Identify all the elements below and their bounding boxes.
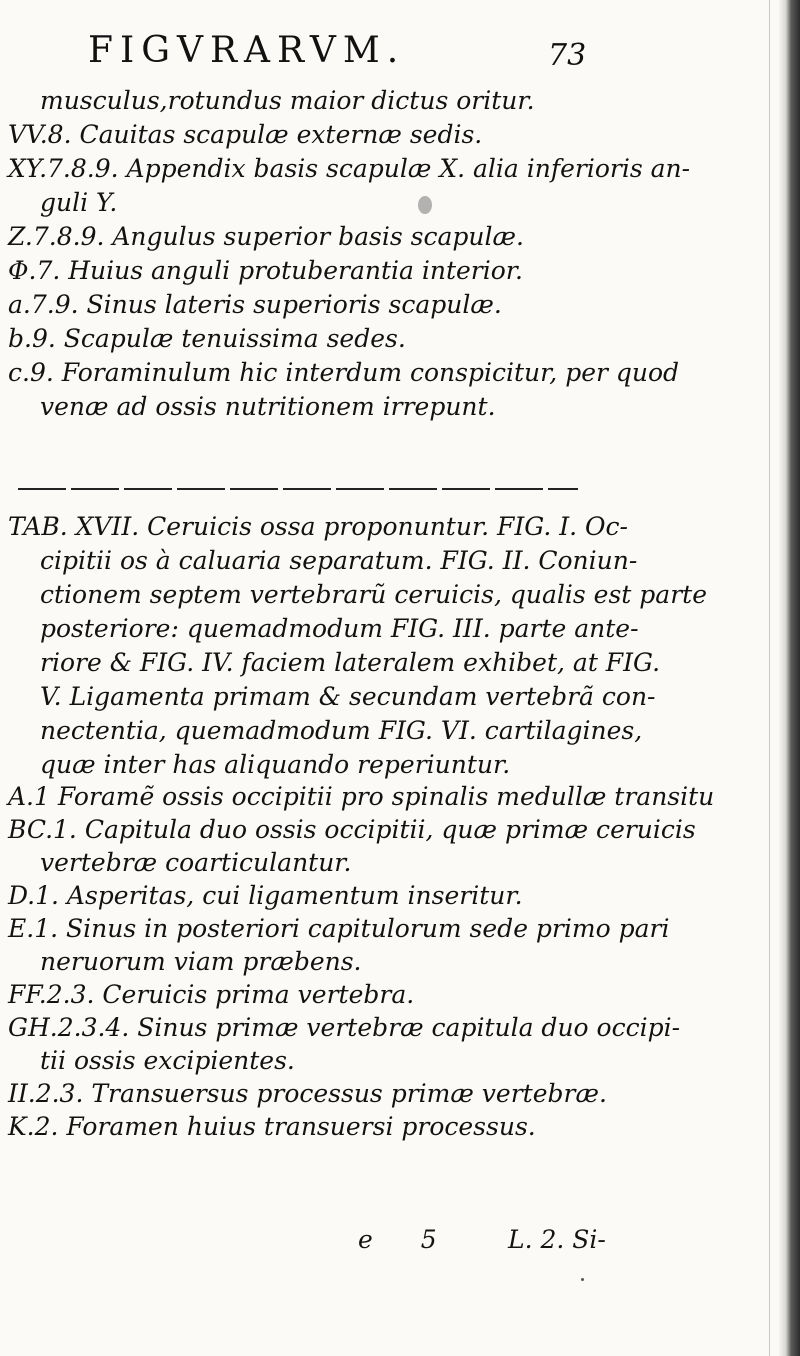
plate-description-line: ctionem septem vertebrarũ ceruicis, qualis est parte [40, 580, 707, 609]
legend-line: neruorum viam præbens. [40, 947, 362, 976]
plate-description-line: V. Ligamenta primam & secundam vertebrã con- [40, 682, 656, 711]
legend-line: VV.8. Cauitas scapulæ externæ sedis. [8, 120, 483, 149]
running-head: FIGVRARVM. [88, 30, 406, 71]
legend-line: BC.1. Capitula duo ossis occipitii, quæ primæ ceruicis [8, 815, 696, 844]
legend-line: A.1 Foramẽ ossis occipitii pro spinalis medullæ transitu [8, 782, 715, 811]
legend-line: II.2.3. Transuersus processus primæ vertebræ. [8, 1079, 607, 1108]
legend-line: guli Y. [40, 188, 118, 217]
legend-line: E.1. Sinus in posteriori capitulorum sede primo pari [8, 914, 670, 943]
legend-line: musculus,rotundus maior dictus oritur. [40, 86, 535, 115]
signature-mark: e 5 [358, 1225, 457, 1254]
plate-description-line: posteriore: quemadmodum FIG. III. parte ante- [40, 614, 639, 643]
legend-line: c.9. Foraminulum hic interdum conspicitur, per quod [8, 358, 680, 387]
legend-line: D.1. Asperitas, cui ligamentum inseritur. [8, 881, 523, 910]
page-number: 73 [548, 38, 587, 73]
legend-line: venæ ad ossis nutritionem irrepunt. [40, 392, 496, 421]
ink-speck [581, 1278, 584, 1281]
plate-description-line: riore & FIG. IV. faciem lateralem exhibet, at FIG. [40, 648, 661, 677]
section-divider-rule [18, 488, 578, 490]
catchword: L. 2. Si- [508, 1225, 606, 1254]
legend-line: GH.2.3.4. Sinus primæ vertebræ capitula duo occipi- [8, 1013, 681, 1042]
legend-line: a.7.9. Sinus lateris superioris scapulæ. [8, 290, 502, 319]
legend-line: Z.7.8.9. Angulus superior basis scapulæ. [8, 222, 524, 251]
figure-legend-continued [8, 84, 691, 424]
plate-description-line: quæ inter has aliquando reperiuntur. [40, 750, 511, 779]
plate-description-line: nectentia, quemadmodum FIG. VI. cartilagines, [40, 716, 643, 745]
plate-description-line: cipitii os à caluaria separatum. FIG. II. Coniun- [40, 546, 638, 575]
plate-description [8, 510, 707, 782]
plate-description-line: TAB. XVII. Ceruicis ossa proponuntur. FIG. I. Oc- [8, 512, 628, 541]
figure-legend [8, 780, 715, 1143]
legend-line: Φ.7. Huius anguli protuberantia interior. [8, 256, 523, 285]
legend-line: vertebræ coarticulantur. [40, 848, 352, 877]
page-edge-line [769, 0, 770, 1356]
page-binding-edge [778, 0, 800, 1356]
legend-line: XY.7.8.9. Appendix basis scapulæ X. alia inferioris an- [8, 154, 691, 183]
legend-line: b.9. Scapulæ tenuissima sedes. [8, 324, 406, 353]
legend-line: tii ossis excipientes. [40, 1046, 295, 1075]
legend-line: K.2. Foramen huius transuersi processus. [8, 1112, 536, 1141]
legend-line: FF.2.3. Ceruicis prima vertebra. [8, 980, 415, 1009]
